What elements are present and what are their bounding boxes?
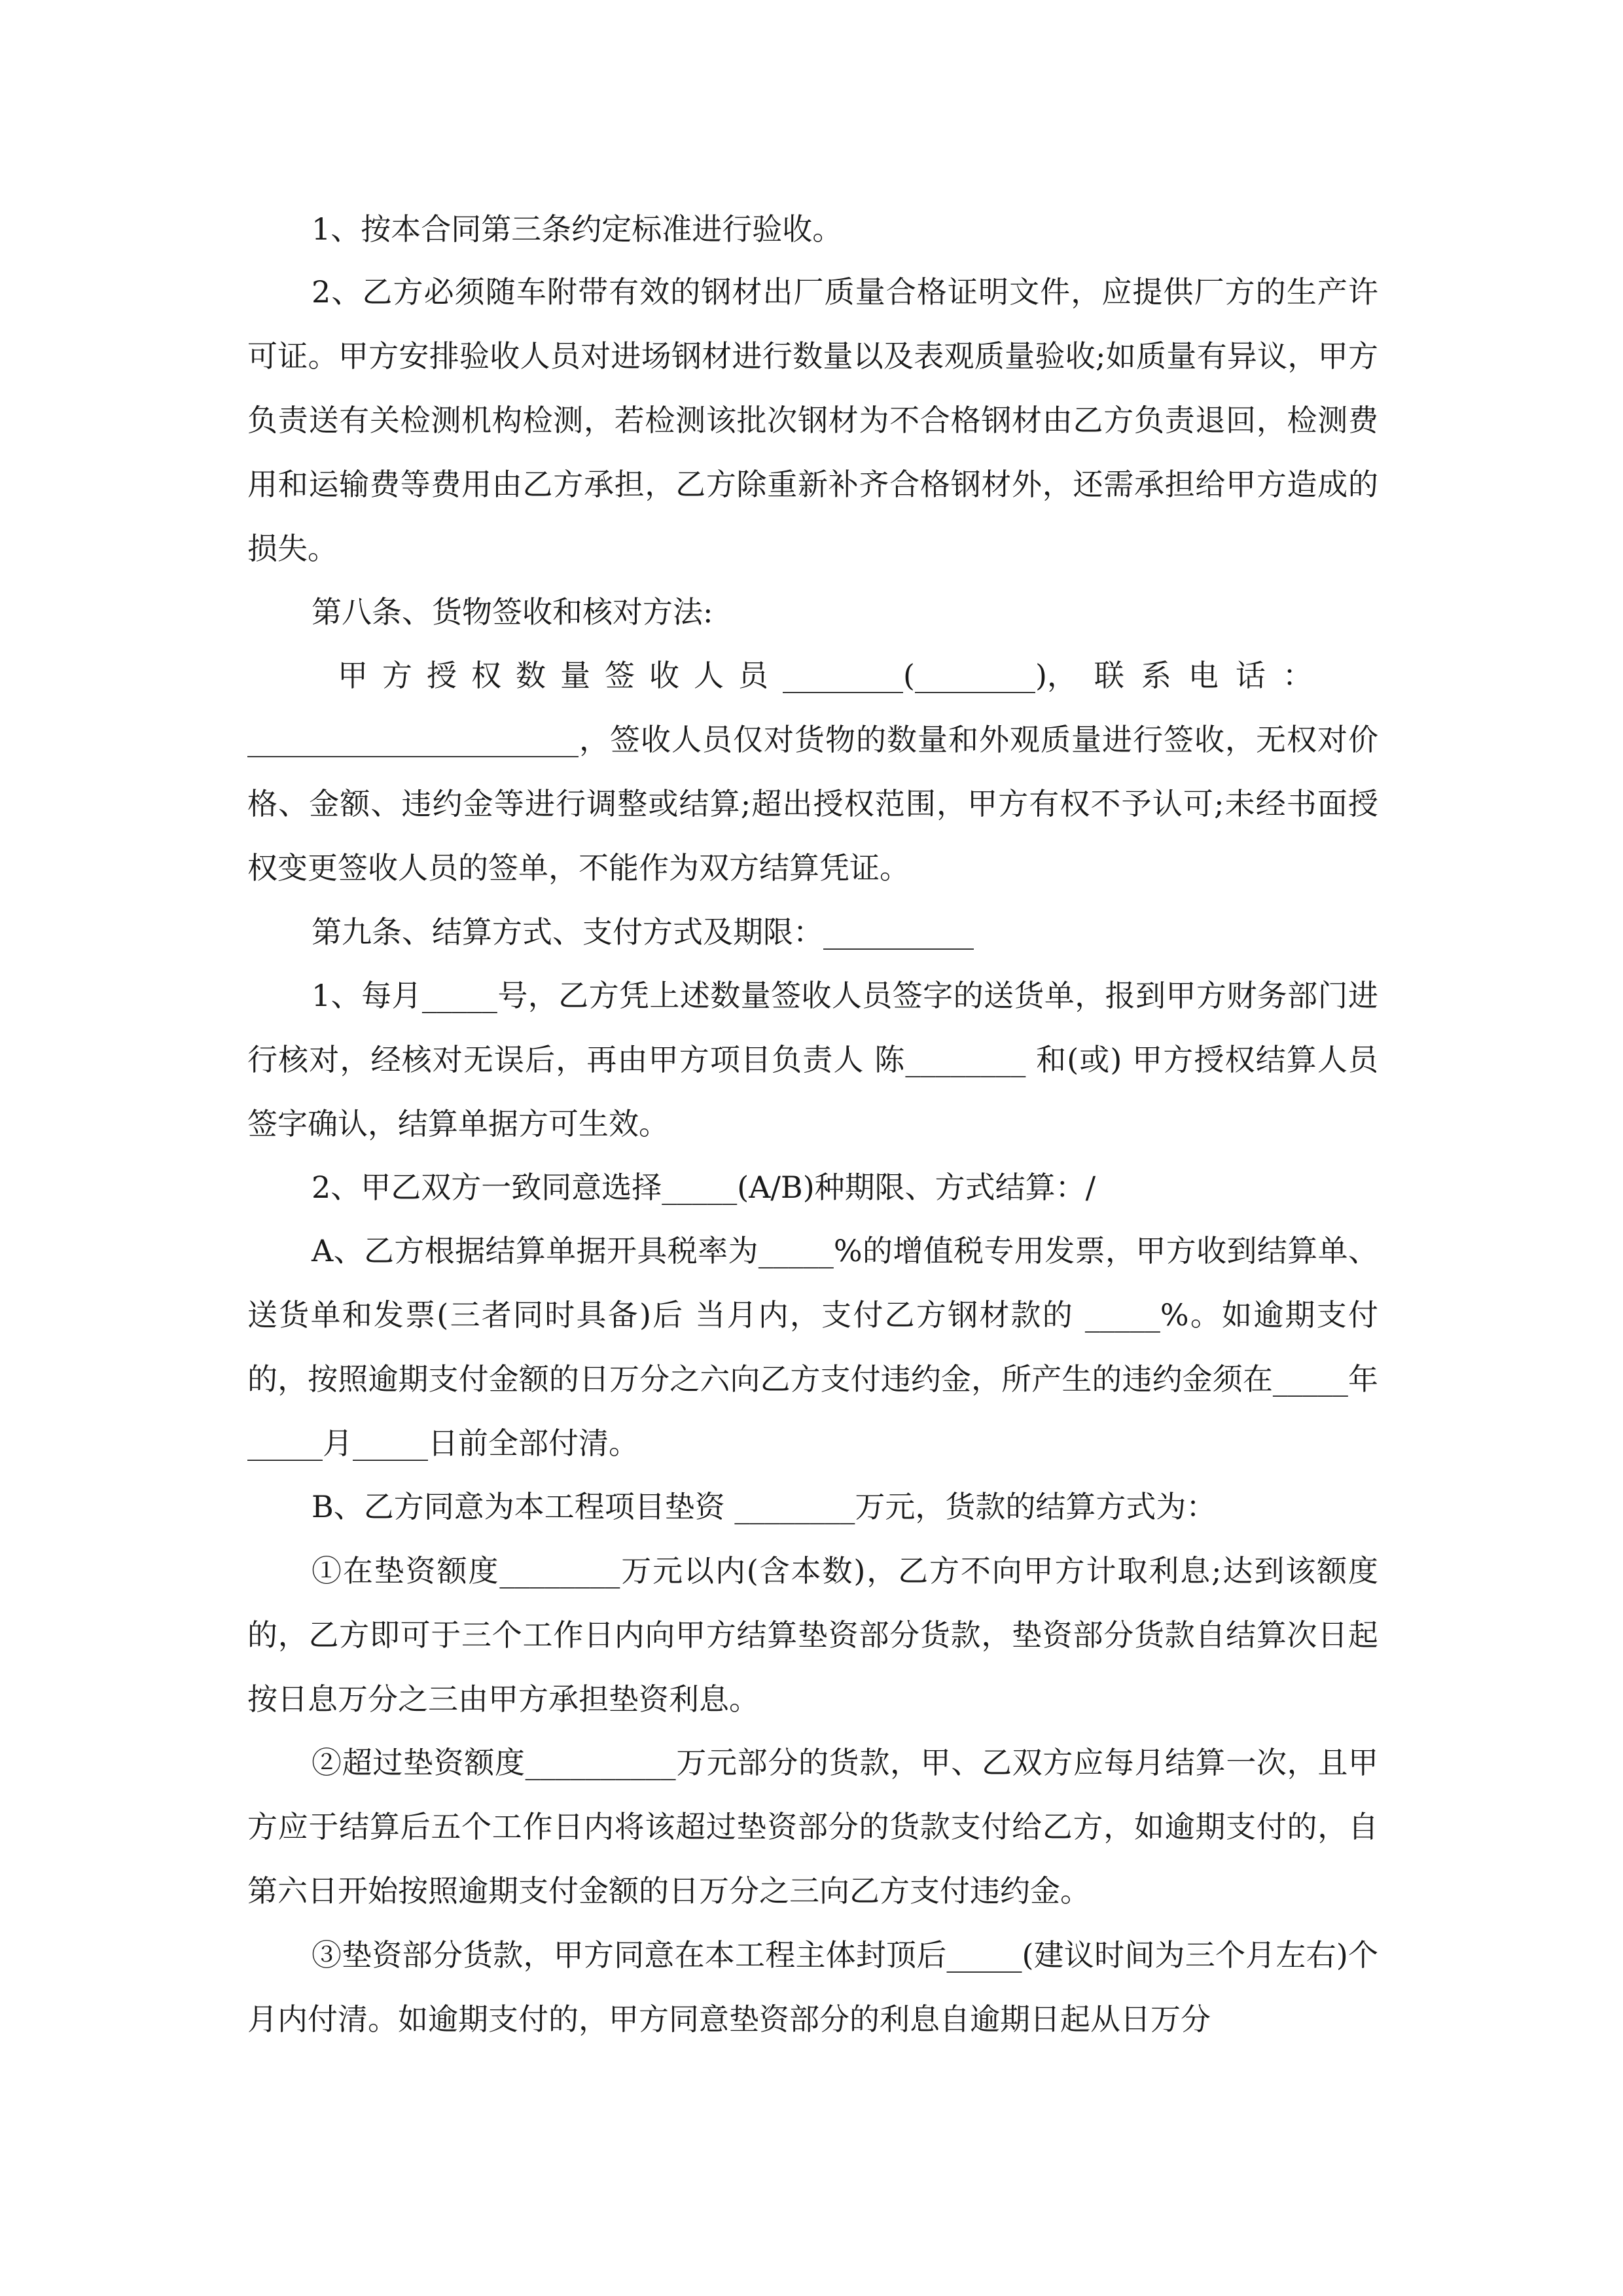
signer-label: 甲方授权数量签收人员 [338,658,783,693]
paragraph-item-3: ③垫资部分货款，甲方同意在本工程主体封顶后_____(建议时间为三个月左右)个月内付清。如逾期支付的，甲方同意垫资部分的利息自逾期日起从日万分 [247,1937,1378,2037]
paragraph-settlement-2: 2、甲乙双方一致同意选择_____(A/B)种期限、方式结算：/ [312,1170,1096,1205]
paragraph-settlement-1: 1、每月_____号，乙方凭上述数量签收人员签字的送货单，报到甲方财务部门进行核对，经核对无误后，再由甲方项目负责人 陈________ 和(或) 甲方授权结算人员 签字确认，结算单据方可生效。 [247,978,1378,1141]
paragraph-article-9: 第九条、结算方式、支付方式及期限：__________ [312,914,974,950]
paragraph-item-2: ②超过垫资额度__________万元部分的货款，甲、乙双方应每月结算一次，且甲方应于结算后五个工作日内将该超过垫资部分的货款支付给乙方，如逾期支付的，自第六日开始按照逾期支付金额的日万分之三向乙方支付违约金。 [247,1745,1378,1909]
phone-label: ，联系电话： [1046,658,1330,693]
paragraph-option-a: A、乙方根据结算单据开具税率为_____%的增值税专用发票，甲方收到结算单、送货单和发票(三者同时具备)后 当月内，支付乙方钢材款的 _____%。如逾期支付的，按照逾期支付金额的日万分之六向乙方支付违约金，所产生的违约金须在_____年_____月_____日前全部付清。 [247,1233,1378,1461]
paragraph-article-8: 第八条、货物签收和核对方法: [312,594,713,630]
paragraph-option-b: B、乙方同意为本工程项目垫资 ________万元，货款的结算方式为： [312,1489,1217,1524]
signer-blank: ________(________) [783,658,1047,693]
paragraph-1: 1、按本合同第三条约定标准进行验收。 [312,211,843,247]
signer-line [247,643,1378,708]
paragraph-signer-scope: ______________________，签收人员仅对货物的数量和外观质量进行签收，无权对价格、金额、违约金等进行调整或结算;超出授权范围，甲方有权不予认可;未经书面授权变更签收人员的签单，不能作为双方结算凭证。 [247,722,1378,886]
paragraph-2: 2、乙方必须随车附带有效的钢材出厂质量合格证明文件，应提供厂方的生产许可证。甲方安排验收人员对进场钢材进行数量以及表观质量验收;如质量有异议，甲方负责送有关检测机构检测，若检测该批次钢材为不合格钢材由乙方负责退回，检测费用和运输费等费用由乙方承担，乙方除重新补齐合格钢材外，还需承担给甲方造成的损失。 [247,274,1378,566]
paragraph-item-1: ①在垫资额度________万元以内(含本数)，乙方不向甲方计取利息;达到该额度的，乙方即可于三个工作日内向甲方结算垫资部分货款，垫资部分货款自结算次日起按日息万分之三由甲方承担垫资利息。 [247,1553,1378,1717]
